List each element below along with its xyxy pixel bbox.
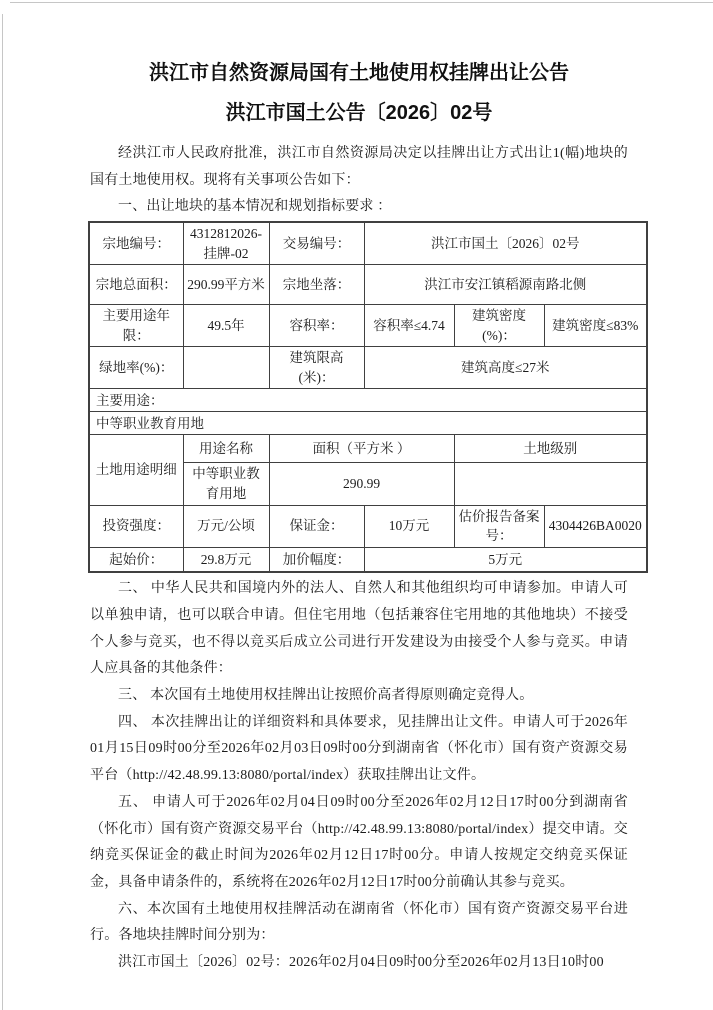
use-detail-label: 土地用途明细 [89,435,183,505]
table-row [89,222,647,265]
deposit-value: 10万元 [364,505,454,547]
investment-label: 投资强度： [89,505,183,547]
location-value: 洪江市安江镇稻源南路北侧 [364,265,647,305]
start-price-value: 29.8万元 [183,547,269,572]
page-subtitle: 洪江市国土公告〔2026〕02号 [225,102,493,124]
table-row [89,505,647,547]
use-term-label: 主要用途年限： [89,305,183,347]
green-rate-value [183,347,269,389]
deposit-label: 保证金： [269,505,364,547]
use-area-value: 290.99 [269,463,454,505]
paragraph-5: 五、 申请人可于2026年02月04日09时00分至2026年02月12日17时00分到湖南省（怀化市）国有资产资源交易平台（http://42.48.99.13:8080/portal/index）提交申请。交纳竞买保证金的截止时间为2026年02月12日17时00分。申请人按规定交纳竞买保证金，具备申请条件的，系统将在2026年02月12日17时00分前确认其参与竞买。 [90,794,628,890]
land-grade-value [454,463,647,505]
area-label: 宗地总面积： [89,265,183,305]
intro-paragraph: 经洪江市人民政府批准，洪江市自然资源局决定以挂牌出让方式出让1(幅)地块的国有土地使用权。现将有关事项公告如下： [90,146,628,188]
use-name-header: 用途名称 [183,435,269,463]
start-price-label: 起始价： [89,547,183,572]
page-edge-left-line [2,14,3,1010]
table-row [89,265,647,305]
table-row [89,347,647,389]
table-row [89,412,647,435]
table-row [89,435,647,463]
table-row [89,547,647,572]
density-value: 建筑密度≤83% [544,305,647,347]
paragraph-3: 三、 本次国有土地使用权挂牌出让按照价高者得原则确定竞得人。 [118,688,534,704]
table-row [89,305,647,347]
paragraph-2: 二、 中华人民共和国境内外的法人、自然人和其他组织均可申请参加。申请人可以单独申请，也可以联合申请。但住宅用地（包括兼容住宅用地的其他地块）不接受个人参与竞买，也不得以竞买后成立公司进行开发建设为由接受个人参与竞买。申请人应具备的其他条件： [90,581,628,677]
parcel-no-value: 4312812026-挂牌-02 [183,222,269,265]
appraisal-value: 4304426BA0020 [544,505,647,547]
main-use-value: 中等职业教育用地 [89,412,647,435]
density-label: 建筑密度(%)： [454,305,544,347]
far-label: 容积率： [269,305,364,347]
listing-time-line: 洪江市国土〔2026〕02号：2026年02月04日09时00分至2026年02月13日10时00 [118,955,604,971]
height-limit-label: 建筑限高(米)： [269,347,364,389]
increment-label: 加价幅度： [269,547,364,572]
parcel-no-label: 宗地编号： [89,222,183,265]
land-grade-header: 土地级别 [454,435,647,463]
main-use-label: 主要用途： [89,389,647,412]
height-limit-value: 建筑高度≤27米 [364,347,647,389]
use-area-header: 面积（平方米 ） [269,435,454,463]
deal-no-label: 交易编号： [269,222,364,265]
parcel-info-table [88,221,648,573]
use-name-value: 中等职业教育用地 [183,463,269,505]
green-rate-label: 绿地率(%)： [89,347,183,389]
deal-no-value: 洪江市国土〔2026〕02号 [364,222,647,265]
table-row [89,389,647,412]
paragraph-4: 四、 本次挂牌出让的详细资料和具体要求，见挂牌出让文件。申请人可于2026年01月15日09时00分至2026年02月03日09时00分到湖南省（怀化市）国有资产资源交易平台（http://42.48.99.13:8080/portal/index）获取挂牌出让文件。 [90,714,628,784]
increment-value: 5万元 [364,547,647,572]
area-value: 290.99平方米 [183,265,269,305]
paragraph-6: 六、本次国有土地使用权挂牌活动在湖南省（怀化市）国有资产资源交易平台进行。各地块挂牌时间分别为： [90,901,628,944]
location-label: 宗地坐落： [269,265,364,305]
far-value: 容积率≤4.74 [364,305,454,347]
investment-value: 万元/公顷 [183,505,269,547]
page-title: 洪江市自然资源局国有土地使用权挂牌出让公告 [149,62,569,84]
appraisal-label: 估价报告备案号： [454,505,544,547]
section-1-heading: 一、出让地块的基本情况和规划指标要求 ： [118,199,392,215]
document-content [90,0,642,977]
use-term-value: 49.5年 [183,305,269,347]
